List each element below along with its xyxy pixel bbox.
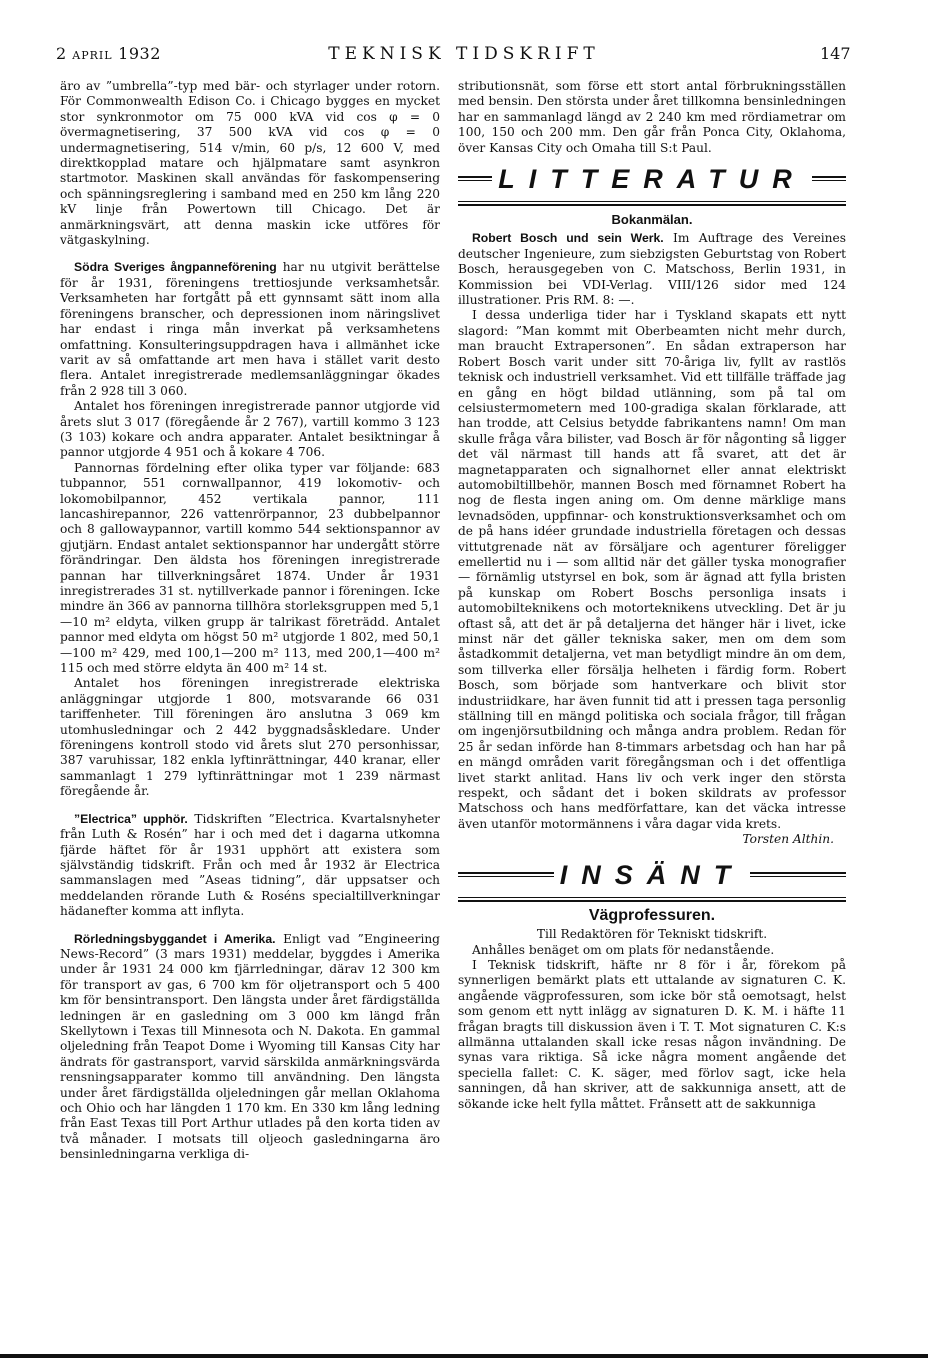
boiler-types-paragraph: Pannornas fördelning efter olika typer var följande: 683 tubpannor, 551 cornwallpannor, 419 lokomotiv- och lokomobilpannor, 452 vertikala pannor, 111 lancashirepannor, 226 vattenrörpannor, 23 dubbelpannor och 8 gallowaypannor, vartill kommo 544 sektionspannor av gjutjärn. Endast antalet sektionspannor har undergått större förändringar. Den äldsta hos föreningen inregistrerade pannan har tillverkningsåret 1874. Under år 1931 inregistrerades 31 st. nytillverkade pannor i föreningen. Icke mindre än 366 av pannorna tillhöra storleksgruppen med 5,1—10 m² eldyta, vilken grupp är talrikast företrädd. Antalet pannor med eldyta om högst 50 m² utgjorde 1 802, med 50,1—100 m² 429, med 100,1—200 m² 113, med 200,1—400 m² 115 och med större eldyta än 400 m² 14 st. <box>60 460 440 676</box>
pipeline-continuation: stributionsnät, som förse ett stort antal förbrukningsställen med bensin. Den största under året tillkomna bensinledningen har en sammanlagd längd av 2 240 km med rördiametrar om 100, 150 och 200 mm. Den går från Ponca City, Oklahoma, över Kansas City och Omaha till S:t Paul. <box>458 79 846 155</box>
pipeline-text: Enligt vad ”Engineering News-Record” (3 mars 1931) meddelar, byggdes i Amerika under år 1931 24 000 km fjärrledningar, därav 12 300 km för transport av gas, 6 700 km för oljetransport och 5 400 km för bensintransport. Den längsta under året färdigställda ledningen är en gasledning om 3 000 km längd från Skellytown i Texas till Minnesota och N. Dakota. En gammal oljeledning från Teapot Dome i Wyoming till Kansas City har ändrats för gastransport, varvid särskilda anmärkningsvärda rensningsapparater kommo till användning. Den längsta under året färdigställda oljeledningen går mellan Oklahoma och Ohio och har längden 1 170 km. En 330 km lång ledning från East Texas till Port Arthur utlades på den korta tiden av två månader. I motsats till oljeoch gasledningarna äro bensinledningarna verkliga di- <box>60 931 440 1162</box>
section-title-litteratur: LITTERATUR <box>458 172 846 187</box>
page-number: 147 <box>820 44 851 63</box>
book-title: Robert Bosch und sein Werk. <box>472 231 664 246</box>
book-citation <box>458 231 846 308</box>
banner-rule-bottom <box>458 900 846 902</box>
pipeline-heading: Rörledningsbyggandet i Amerika. <box>74 931 276 946</box>
book-review-text: I dessa underliga tider har i Tyskland skapats ett nytt slagord: ”Man kommt mit Oberbeamten nicht mehr durch, man braucht Extrapersonen”. En sådan extraperson har Robert Bosch varit under sitt 70-åriga liv, fyllt av rastlös teknisk och industriell verksamhet. Vid ett tillfälle träffade jag en gång en högt bildad utlänning, som på tal om celsiustermometern med 100-gradiga skalan förklarade, att han trodde, att Celsius betydde fabrikantens namn! Om man skulle fråga våra bilister, vad Bosch är för någonting så ligger det väl närmast till hands att få svaret, att det är magnetapparaten och signalhornet eller annat elektriskt automobiltillbehör, mannen Bosch med förnamnet Robert ha nog de flesta ingen aning om. Om denne märklige mans levnadsöden, uppfinnar- och konstruktionsverksamhet och om de på hans idéer grundade industriella företagen och dessas vittutgrenade nät av försäljare och agenturer föreligger emellertid nu i — som alltid när det gäller tyska monografier — förnämlig utstyrsel en bok, som är ägnad att fylla bristen på kunskap om Robert Boschs personliga insats i automobilteknikens och motorteknikens utveckling. Det är ju oftast så, att det är på detaljerna det hänger här i livet, icke minst när det gäller tekniska saker, men om dem som åstadkommit detaljerna, vet man betydligt mindre än om dem, som tillverka eller försälja helheten i färdig form. Robert Bosch, som började som hantverkare och blivit stor industriidkare, har även funnit tid att i pressen taga personlig ställning till en mängd politiska och sociala frågor, till frågan om ingenjörsutbildning och många andra problem. Redan för 25 år sedan införde han 8-timmars arbetsdag och han har på en mängd områden varit föregångsman och i det offentliga livet starkt anlitad. Hans liv och verk inger den största respekt, och sådant det i boken skildrats av professor Matschoss och hans medförfattare, kan det väcka intresse även utanför motormännens i våra dagar vida krets. <box>458 308 846 831</box>
journal-title: TEKNISK TIDSKRIFT <box>328 44 600 64</box>
boiler-society-text: har nu utgivit berättelse för år 1931, föreningens trettiosjunde verksamhetsår. Verksamheten har fortgått på ett gynnsamt sätt inom alla föreningens branscher, och depressionen inom näringslivet har endast i ringa mån inverkat på verksamhetens omfattning. Konsulteringsuppdragen hava i allmänhet icke varit av så omfattande art men hava i stället varit desto flera. Antalet inregistrerade medlemsanläggningar ökades från 2 928 till 3 060. <box>60 260 440 398</box>
electrica-heading: ”Electrica” upphör. <box>74 811 188 826</box>
letter-addressee: Till Redaktören för Tekniskt tidskrift. <box>536 927 768 942</box>
insant-banner <box>458 859 846 902</box>
book-info: Im Auftrage des Vereines deutscher Ingenieure, zum siebzigsten Geburtstag von Robert Bosch, herausgegeben von C. Matschoss, Berlin 1931, in Kommission bei VDI-Verlag. VIII/126 sidor med 124 illustrationer. Pris RM. 8: —. <box>458 231 847 308</box>
right-column <box>458 79 846 1112</box>
letter-heading: Vägprofessuren. <box>588 906 716 924</box>
letter-request: Anhålles benäget om om plats för nedanstående. <box>472 942 775 957</box>
motor-paragraph: äro av ”umbrella”-typ med bär- och styrlager under rotorn. För Commonwealth Edison Co. i Chicago bygges en mycket stor synkronmotor om 75 000 kVA vid cos φ = 0 övermagnetisering, 37 500 kVA vid cos φ = 0 undermagnetisering, 514 v/min, 60 p/s, 12 600 V, med direktkopplad matare och hjälpmatare samt asynkron startmotor. Maskinen skall användas för faskompensering och spänningsreglering i samband med en 250 km lång 220 kV linje från Powertown till Chicago. Det är anmärkningsvärt, att denna maskin icke utföres för vätgaskylning. <box>60 79 440 248</box>
pipeline-paragraph <box>60 932 440 1163</box>
section-title-insant: INSÄNT <box>458 868 846 883</box>
date-year: 1932 <box>118 44 161 63</box>
boiler-society-heading: Södra Sveriges ångpanneförening <box>74 260 277 275</box>
litteratur-banner <box>458 164 846 206</box>
boiler-society-paragraph <box>60 260 440 399</box>
boiler-count-paragraph: Antalet hos föreningen inregistrerade pannor utgjorde vid årets slut 3 017 (föregående år 2 767), vartill kommo 3 123 (3 103) kokare och andra apparater. Antalet besiktningar å pannor utgjorde 4 951 och å kokare 4 706. <box>60 399 440 460</box>
left-column <box>60 79 440 1163</box>
electrical-paragraph: Antalet hos föreningen inregistrerade elektriska anläggningar utgjorde 1 800, motsvarande 66 031 tariffenheter. Till föreningen äro anslutna 3 069 km utomhusledningar och 2 442 byggnadsåskledare. Under föreningens kontroll stodo vid årets slut 270 personhissar, 387 varuhissar, 182 enkla lyftinrättningar, 440 kranar, eller sammanlagt 1 279 lyftinrättningar mot 1 239 närmast föregående år. <box>60 676 440 799</box>
date-month: APRIL <box>72 49 113 62</box>
banner-rule-bottom-thin <box>458 201 846 202</box>
page-bottom-edge <box>0 1354 928 1358</box>
book-review-heading: Bokanmälan. <box>611 212 693 228</box>
letter-body: I Teknisk tidskrift, häfte nr 8 för i år, förekom på synnerligen bemärkt plats ett uttalande av signaturen C. K. angående vägprofessuren, som icke bör stå oemotsagt, helst som genom ett nytt inlägg av signaturen D. K. M. i häfte 11 frågan bragts till diskussion även i T. T. Mot signaturen C. K:s allmänna uttalanden skall icke resas någon invändning. De synas vara riktiga. Så icke några moment angående det speciella fallet: C. K. säger, med förlov sagt, icke hela sanningen, då han skriver, att de sakkunniga ansett, att de sökande icke helt fylla måttet. Frånsett att de sakkunniga <box>458 957 846 1111</box>
review-signature: Torsten Althin. <box>742 832 834 847</box>
banner-rule-bottom <box>458 204 846 206</box>
banner-rule-bottom-thin <box>458 897 846 898</box>
date-day: 2 <box>56 44 67 63</box>
electrica-paragraph <box>60 812 440 920</box>
electrica-text: Tidskriften ”Electrica. Kvartalsnyheter från Luth & Rosén” har i och med det i dagarna utkomna fjärde häftet för år 1931 upphört att existera som självständig tidskrift. Från och med år 1932 är Electrica sammanslagen med ”Aseas tidning”, där uppsatser och meddelanden rörande Luth & Roséns specialtillverkningar hädanefter komma att inflyta. <box>60 811 440 919</box>
